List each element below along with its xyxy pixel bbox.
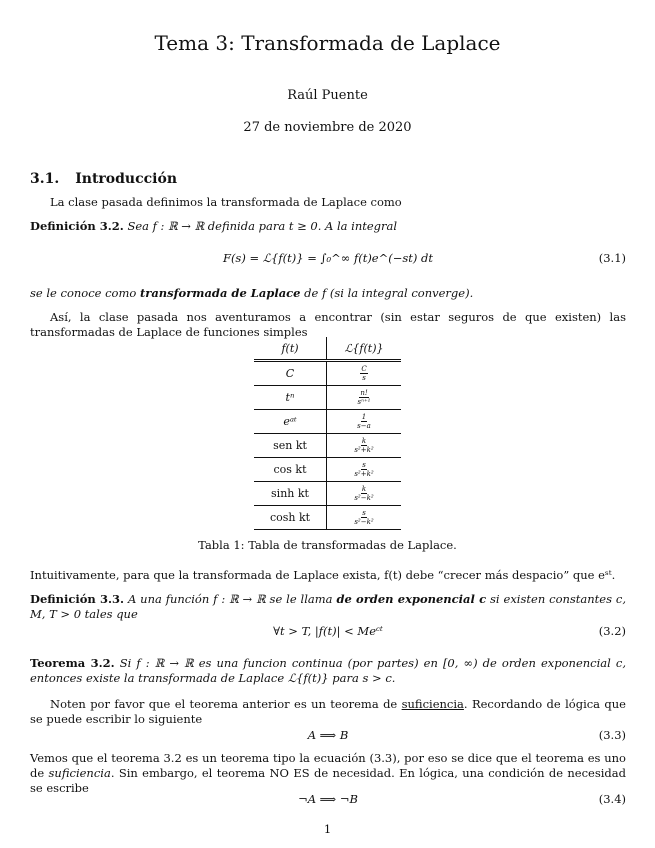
conclusion-pre: se le conoce como <box>30 286 137 300</box>
fraction-denominator: s²−k² <box>354 518 374 526</box>
conclusion-post: de f (si la integral converge). <box>304 286 474 300</box>
equation-number: (3.3) <box>598 728 626 742</box>
fraction-denominator: s²+k² <box>354 446 374 454</box>
intuition-paragraph: Intuitivamente, para que la transformada de Laplace exista, f(t) debe “crecer más despacio” que eˢᵗ. <box>30 568 616 582</box>
theorem-text: Si f : ℝ → ℝ es una funcion continua (por partes) en [0, ∞) de orden exponencial c, entonces existe la transformada de Laplace ℒ{f(t)} para s > c. <box>30 656 626 685</box>
laplace-table <box>254 337 401 530</box>
definition-3-2 <box>30 219 626 234</box>
necessity-pre: Vemos que el teorema 3.2 es un teorema tipo la ecuación (3.3), por eso se dice que el teorema es uno de <box>30 751 626 780</box>
page-number: 1 <box>323 822 332 836</box>
section-number: 3.1. <box>30 171 60 187</box>
table-cell-transform <box>327 458 402 482</box>
definition-3-3 <box>30 592 626 622</box>
section-title: Introducción <box>75 171 177 187</box>
theorem-label: Teorema 3.2. <box>30 656 115 670</box>
sufficiency-paragraph <box>30 697 626 727</box>
necessity-paragraph <box>30 751 626 796</box>
sufficiency-pre: Noten por favor que el teorema anterior es un teorema de <box>50 697 398 711</box>
equation-body: F(s) = ℒ{f(t)} = ∫₀^∞ f(t)e^(−st) dt <box>222 251 434 265</box>
definition-label: Definición 3.3. <box>30 592 125 606</box>
term-transformada-laplace: transformada de Laplace <box>139 286 301 300</box>
definition-3-2-conclusion <box>30 286 626 301</box>
fraction-numerator: s <box>362 461 366 469</box>
theorem-3-2 <box>30 656 626 686</box>
fraction-numerator: k <box>361 485 367 493</box>
table-cell-transform <box>327 410 402 434</box>
table-row <box>254 410 401 434</box>
fraction-denominator: sⁿ⁺¹ <box>357 398 371 406</box>
fraction-numerator: k <box>361 437 367 445</box>
page-title: Tema 3: Transformada de Laplace <box>154 31 501 55</box>
section-heading <box>30 170 177 188</box>
equation-number: (3.1) <box>598 251 626 265</box>
equation-number: (3.4) <box>598 792 626 806</box>
table-row <box>254 434 401 458</box>
laplace-table-wrapper <box>254 337 401 530</box>
fraction-denominator: s−a <box>357 422 371 430</box>
fraction-denominator: s²−k² <box>354 494 374 502</box>
table-row <box>254 458 401 482</box>
date: 27 de noviembre de 2020 <box>243 120 412 135</box>
table-cell-function: eᵃᵗ <box>254 410 327 434</box>
fraction-numerator: n! <box>360 389 368 397</box>
sufficiency-underlined: suficiencia <box>401 697 464 711</box>
definition-text: Sea f : ℝ → ℝ definida para t ≥ 0. A la integral <box>127 219 398 233</box>
table-row <box>254 482 401 506</box>
table-row <box>254 361 401 386</box>
table-header: ℒ{f(t)} <box>327 337 402 361</box>
equation-3-1 <box>30 251 626 266</box>
table-cell-transform <box>327 482 402 506</box>
definition-text-post: si existen constantes c, M, T > 0 tales que <box>30 592 627 621</box>
intro-paragraph: La clase pasada definimos la transformada de Laplace como <box>50 195 402 209</box>
table-cell-function: tⁿ <box>254 386 327 410</box>
table-cell-function: cos kt <box>254 458 327 482</box>
table-row <box>254 506 401 530</box>
table-caption: Tabla 1: Tabla de transformadas de Laplace. <box>198 538 457 552</box>
equation-body: A ⟹ B <box>307 728 349 742</box>
equation-3-3 <box>30 728 626 743</box>
necessity-italic: suficiencia <box>48 766 111 780</box>
equation-body: ¬A ⟹ ¬B <box>298 792 358 806</box>
table-row <box>254 386 401 410</box>
fraction-numerator: C <box>361 365 367 373</box>
table-cell-function: cosh kt <box>254 506 327 530</box>
equation-3-4 <box>30 792 626 807</box>
equation-3-2 <box>30 624 626 639</box>
definition-label: Definición 3.2. <box>30 219 124 233</box>
paragraph-simple-functions: Así, la clase pasada nos aventuramos a encontrar (sin estar seguros de que existen) las transformadas de Laplace de funciones simples <box>30 310 626 339</box>
author: Raúl Puente <box>287 88 368 103</box>
table-header: f(t) <box>254 337 327 361</box>
table-cell-transform <box>327 434 402 458</box>
fraction-numerator: 1 <box>361 413 367 421</box>
equation-body: ∀t > T, |f(t)| < Meᶜᵗ <box>273 624 383 638</box>
equation-number: (3.2) <box>598 624 626 638</box>
table-cell-transform <box>327 506 402 530</box>
table-cell-function: C <box>254 361 327 386</box>
table-cell-function: sinh kt <box>254 482 327 506</box>
definition-text-pre: A una función f : ℝ → ℝ se le llama <box>127 592 333 606</box>
necessity-post: . Sin embargo, el teorema NO ES de necesidad. En lógica, una condición de necesidad se escribe <box>30 766 626 795</box>
fraction-denominator: s <box>362 374 366 382</box>
table-cell-function: sen kt <box>254 434 327 458</box>
table-cell-transform <box>327 361 402 386</box>
table-cell-transform <box>327 386 402 410</box>
sufficiency-post: . Recordando de lógica que se puede escribir lo siguiente <box>30 697 626 726</box>
fraction-numerator: s <box>362 509 366 517</box>
table-header-row <box>254 337 401 361</box>
fraction-denominator: s²+k² <box>354 470 374 478</box>
term-orden-exponencial: de orden exponencial c <box>336 592 487 606</box>
